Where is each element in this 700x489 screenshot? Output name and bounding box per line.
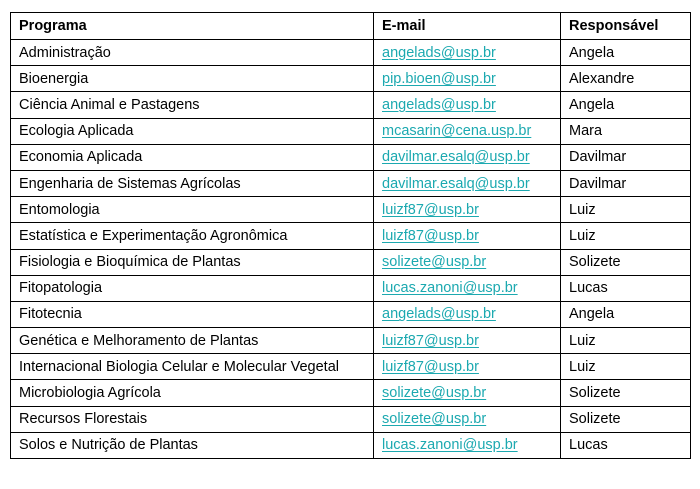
cell-programa: Genética e Melhoramento de Plantas [11,328,374,354]
table-row [11,249,691,275]
cell-email [374,432,561,458]
cell-email [374,92,561,118]
table-row [11,380,691,406]
cell-responsavel: Luiz [561,197,691,223]
cell-email [374,380,561,406]
table-row [11,144,691,170]
table-row [11,66,691,92]
email-link[interactable]: davilmar.esalq@usp.br [382,175,530,192]
cell-responsavel: Angela [561,301,691,327]
cell-responsavel: Luiz [561,328,691,354]
table-row [11,354,691,380]
cell-programa: Entomologia [11,197,374,223]
email-link[interactable]: lucas.zanoni@usp.br [382,280,518,297]
cell-email [374,275,561,301]
cell-responsavel: Davilmar [561,144,691,170]
cell-responsavel: Mara [561,118,691,144]
cell-email [374,118,561,144]
email-link[interactable]: davilmar.esalq@usp.br [382,149,530,166]
email-link[interactable]: angelads@usp.br [382,306,496,323]
cell-email [374,40,561,66]
cell-responsavel: Davilmar [561,170,691,196]
cell-email [374,223,561,249]
cell-email [374,354,561,380]
contacts-table [10,12,691,459]
cell-programa: Estatística e Experimentação Agronômica [11,223,374,249]
table-body [11,40,691,459]
table-row [11,40,691,66]
cell-responsavel: Luiz [561,354,691,380]
table-row [11,301,691,327]
header-programa: Programa [11,13,374,40]
table-header [11,13,691,40]
email-link[interactable]: solizete@usp.br [382,385,487,402]
cell-programa: Recursos Florestais [11,406,374,432]
email-link[interactable]: pip.bioen@usp.br [382,70,496,87]
cell-responsavel: Luiz [561,223,691,249]
email-link[interactable]: angelads@usp.br [382,44,496,61]
cell-email [374,144,561,170]
cell-email [374,301,561,327]
cell-email [374,170,561,196]
cell-programa: Ecologia Aplicada [11,118,374,144]
table-row [11,170,691,196]
header-responsavel: Responsável [561,13,691,40]
email-link[interactable]: angelads@usp.br [382,96,496,113]
cell-responsavel: Solizete [561,380,691,406]
email-link[interactable]: luizf87@usp.br [382,201,479,218]
cell-email [374,406,561,432]
cell-responsavel: Angela [561,40,691,66]
table-row [11,197,691,223]
email-link[interactable]: luizf87@usp.br [382,227,479,244]
cell-programa: Engenharia de Sistemas Agrícolas [11,170,374,196]
table-row [11,432,691,458]
email-link[interactable]: mcasarin@cena.usp.br [382,123,532,140]
cell-programa: Microbiologia Agrícola [11,380,374,406]
cell-email [374,249,561,275]
cell-responsavel: Lucas [561,275,691,301]
cell-programa: Administração [11,40,374,66]
cell-responsavel: Lucas [561,432,691,458]
header-row [11,13,691,40]
header-email: E-mail [374,13,561,40]
cell-responsavel: Solizete [561,406,691,432]
cell-responsavel: Solizete [561,249,691,275]
email-link[interactable]: solizete@usp.br [382,411,487,428]
cell-programa: Solos e Nutrição de Plantas [11,432,374,458]
table-row [11,92,691,118]
cell-programa: Fisiologia e Bioquímica de Plantas [11,249,374,275]
cell-email [374,328,561,354]
table-row [11,223,691,249]
cell-programa: Internacional Biologia Celular e Molecular Vegetal [11,354,374,380]
cell-programa: Bioenergia [11,66,374,92]
email-link[interactable]: luizf87@usp.br [382,358,479,375]
table-row [11,328,691,354]
email-link[interactable]: luizf87@usp.br [382,332,479,349]
cell-email [374,66,561,92]
email-link[interactable]: lucas.zanoni@usp.br [382,437,518,454]
cell-programa: Economia Aplicada [11,144,374,170]
cell-email [374,197,561,223]
cell-programa: Fitotecnia [11,301,374,327]
cell-responsavel: Angela [561,92,691,118]
email-link[interactable]: solizete@usp.br [382,254,487,271]
cell-responsavel: Alexandre [561,66,691,92]
table-row [11,118,691,144]
cell-programa: Ciência Animal e Pastagens [11,92,374,118]
table-row [11,406,691,432]
table-row [11,275,691,301]
cell-programa: Fitopatologia [11,275,374,301]
